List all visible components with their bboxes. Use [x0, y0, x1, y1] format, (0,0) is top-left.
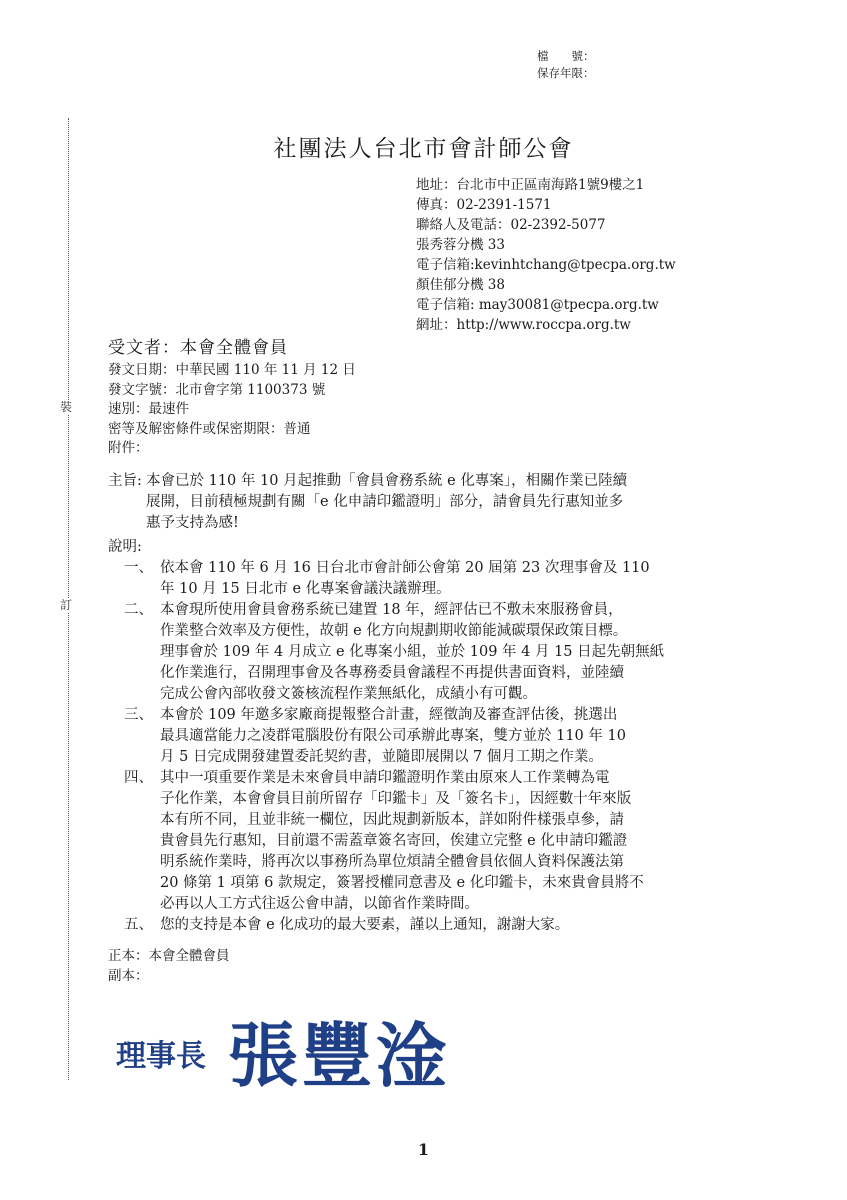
- item-number: 一、: [124, 560, 153, 576]
- item-line: 作業整合效率及方便性，故朝 e 化方向規劃期收節能減碳環保政策目標。: [160, 623, 628, 639]
- subject-line: 本會已於 110 年 10 月起推動「會員會務系統 e 化專案」，相關作業已陸續: [146, 473, 628, 489]
- subject-label: 主旨:: [108, 473, 142, 489]
- contact-email-2: 電子信箱: may30081@tpecpa.org.tw: [416, 297, 659, 313]
- item-line: 本會現所使用會員會務系統已建置 18 年，經評估已不敷未來服務會員，: [160, 602, 623, 618]
- item-line: 您的支持是本會 e 化成功的最大要素，謹以上通知，謝謝大家。: [160, 917, 570, 933]
- document-meta: [108, 361, 356, 459]
- item-line: 本會於 109 年邀多家廠商提報整合計畫，經徵詢及審查評估後，挑選出: [160, 707, 618, 723]
- item-line: 最具適當能力之凌群電腦股份有限公司承辦此專案，雙方並於 110 年 10: [160, 728, 626, 744]
- chairman-signature-stamp: [112, 1010, 532, 1090]
- item-line: 其中一項重要作業是未來會員申請印鑑證明作業由原來人工作業轉為電: [160, 770, 610, 786]
- recipient: 受文者：本會全體會員: [108, 338, 288, 358]
- retention-period-label: 保存年限：: [537, 66, 595, 80]
- contact-block: [416, 175, 816, 335]
- explanation-label: 說明:: [108, 539, 142, 555]
- contact-website: 網址：http://www.roccpa.org.tw: [416, 317, 631, 333]
- signature-title: 理事長: [116, 1039, 206, 1074]
- item-number: 二、: [124, 602, 153, 618]
- item-number: 四、: [124, 770, 153, 786]
- subject-line: 展開，目前積極規劃有關「e 化申請印鑑證明」部分，請會員先行惠知並多: [146, 494, 624, 510]
- item-number: 五、: [124, 917, 153, 933]
- item-line: 明系統作業時，將再次以事務所為單位煩請全體會員依個人資料保護法第: [160, 854, 624, 870]
- page-number: 1: [417, 1140, 430, 1159]
- item-line: 貴會員先行惠知，目前還不需蓋章簽名寄回，俟建立完整 e 化申請印鑑證: [160, 833, 628, 849]
- archive-info: [537, 48, 657, 82]
- original-recipients: 正本：本會全體會員: [108, 948, 230, 964]
- item-line: 理事會於 109 年 4 月成立 e 化專案小組，並於 109 年 4 月 15 日起先朝無紙: [160, 644, 665, 660]
- contact-person-1: 張秀蓉分機 33: [416, 237, 505, 253]
- attachment-label: 附件：: [108, 440, 149, 456]
- item-line: 本有所不同，且並非統一欄位，因此規劃新版本，詳如附件樣張卓參，請: [160, 812, 624, 828]
- item-line: 化作業進行，召開理事會及各專務委員會議程不再提供書面資料，並陸續: [160, 665, 624, 681]
- item-line: 完成公會內部收發文簽核流程作業無紙化，成績小有可觀。: [160, 686, 537, 702]
- contact-email-1: 電子信箱:kevinhtchang@tpecpa.org.tw: [416, 257, 676, 273]
- item-line: 必再以人工方式往返公會申請，以節省作業時間。: [160, 896, 479, 912]
- subject-line: 惠予支持為感!: [146, 515, 239, 531]
- document-number: 發文字號：北市會字第 1100373 號: [108, 381, 326, 398]
- contact-phone: 聯絡人及電話：02-2392-5077: [416, 217, 606, 233]
- issue-date: 發文日期：中華民國 110 年 11 月 12 日: [108, 362, 356, 378]
- contact-person-2: 顏佳郁分機 38: [416, 277, 505, 293]
- confidentiality: 密等及解密條件或保密期限：普通: [108, 420, 311, 437]
- contact-address: 地址：台北市中正區南海路1號9樓之1: [416, 177, 645, 193]
- item-line: 年 10 月 15 日北市 e 化專案會議決議辦理。: [160, 581, 451, 597]
- contact-fax: 傳真：02-2391-1571: [416, 197, 552, 213]
- binding-mark-top: 裝: [60, 400, 73, 414]
- signature-name: 張豐淦: [228, 1014, 450, 1090]
- item-line: 子化作業，本會會員目前所留存「印鑑卡」及「簽名卡」，因經數十年來版: [160, 791, 632, 807]
- item-line: 月 5 日完成開發建置委託契約書，並隨即展開以 7 個月工期之作業。: [160, 749, 603, 765]
- item-line: 20 條第 1 項第 6 款規定，簽署授權同意書及 e 化印鑑卡，未來貴會員將不: [160, 875, 644, 891]
- file-number-label: 檔 號：: [537, 49, 595, 63]
- urgency: 速別：最速件: [108, 401, 189, 417]
- item-number: 三、: [124, 707, 153, 723]
- distribution: [108, 946, 230, 986]
- subject-body: [146, 471, 728, 534]
- copy-recipients: 副本：: [108, 968, 149, 984]
- item-line: 依本會 110 年 6 月 16 日台北市會計師公會第 20 屆第 23 次理事會及 110: [160, 560, 650, 576]
- binding-mark-bottom: 訂: [60, 598, 73, 612]
- organization-title: 社團法人台北市會計師公會: [273, 136, 574, 162]
